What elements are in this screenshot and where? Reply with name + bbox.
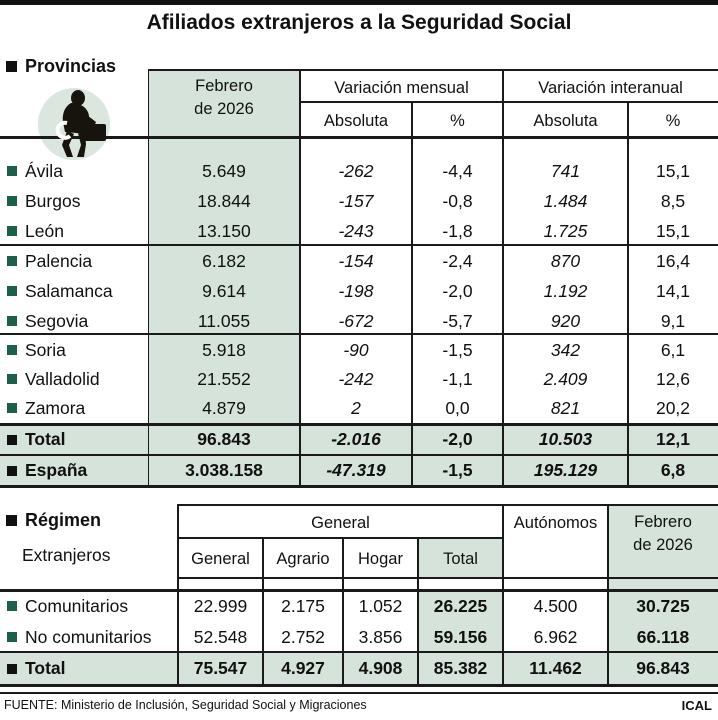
footer-rule [0,692,718,694]
agency-credit: ICAL [681,698,712,713]
green-square-bullet-icon [7,403,17,413]
table-row-burgos [0,186,718,216]
table-row-salamanca [0,276,718,306]
interanual-pct-value: 16,4 [655,250,691,271]
black-square-bullet-icon [7,435,17,445]
province-name: Ávila [25,160,63,181]
header-variacion-mensual: Variación mensual [334,79,469,97]
mensual-absoluta-value: -243 [338,220,374,241]
header-febrero2-line1: Febrero [634,513,692,531]
total-value: 85.382 [433,658,488,678]
header-general-group: General [311,514,370,532]
province-name: Soria [25,339,66,360]
febrero-value: 18.844 [197,190,251,211]
interanual-absoluta-value: 920 [550,310,581,331]
top-rule [0,0,718,5]
province-name: Zamora [25,397,86,418]
mensual-absoluta-value: -90 [343,339,369,360]
mensual-absoluta-value: 2 [351,397,361,418]
febrero-value: 4.879 [202,397,246,418]
mensual-pct-value: -5,7 [442,310,473,331]
general-value: 75.547 [193,658,248,678]
province-name: Salamanca [25,280,113,301]
header-febrero-2026 [148,75,300,121]
autonomos-value: 11.462 [529,658,582,678]
interanual-absoluta-value: 821 [550,397,581,418]
interanual-absoluta-value: 1.484 [543,190,588,211]
extranjeros-label: Extranjeros [22,545,111,565]
source-text: FUENTE: Ministerio de Inclusión, Seguridad Social y Migraciones [4,698,367,712]
t1-top-rule [148,69,718,71]
febrero-value: 3.038.158 [185,460,263,480]
mensual-absoluta-value: -198 [338,280,374,301]
table-row-leon [0,216,718,246]
green-square-bullet-icon [7,345,17,355]
table-row-total [0,425,718,454]
espana-label: España [25,460,88,480]
green-square-bullet-icon [7,166,17,176]
table-row-palencia [0,246,718,276]
table-row-segovia [0,306,718,336]
autonomos-value: 4.500 [533,595,578,616]
green-square-bullet-icon [7,374,17,384]
province-name: Palencia [25,250,93,271]
table-row-avila [0,156,718,186]
mensual-absoluta-value: -154 [338,250,374,271]
interanual-pct-value: 9,1 [660,310,686,331]
febrero-value: 5.918 [202,339,246,360]
total-value: 59.156 [433,626,488,647]
interanual-absoluta-value: 2.409 [543,368,588,389]
table-row-soria [0,335,718,365]
table-row-valladolid [0,364,718,394]
mensual-pct-value: -2,0 [442,280,473,301]
table-row-comunitarios [0,590,718,622]
mensual-pct-value: -0,8 [442,190,473,211]
table-row-regimen-total [0,653,718,684]
black-square-bullet-icon [7,664,17,674]
regimen-name: Comunitarios [25,595,129,616]
febrero-value: 96.843 [197,429,251,449]
header-variacion-interanual: Variación interanual [538,79,683,97]
mensual-absoluta-value: -672 [338,310,374,331]
header-total: Total [443,550,478,568]
total-value: 26.225 [433,595,488,616]
interanual-pct-value: 12,1 [655,429,691,449]
black-square-bullet-icon [7,466,17,476]
header-absoluta-mensual: Absoluta [323,112,389,130]
black-square-bullet-icon [6,515,17,526]
interanual-pct-value: 15,1 [655,220,691,241]
t1-bottom-rule [0,485,718,488]
interanual-pct-value: 8,5 [660,190,686,211]
header-pct-interanual: % [665,112,681,130]
mensual-absoluta-value: -47.319 [326,460,386,480]
page-title: Afiliados extranjeros a la Seguridad Social [146,11,572,34]
green-square-bullet-icon [7,256,17,266]
mensual-pct-value: -1,1 [442,368,473,389]
regimen-section-text: Régimen [25,510,102,530]
interanual-pct-value: 6,1 [660,339,686,360]
green-square-bullet-icon [7,286,17,296]
mensual-absoluta-value: -2.016 [331,429,381,449]
febrero-value: 11.055 [197,310,251,331]
febrero-value: 5.649 [202,160,246,181]
interanual-pct-value: 12,6 [655,368,691,389]
general-value: 52.548 [193,626,248,647]
regimen-section-label [6,510,101,531]
province-name: León [25,220,64,241]
febrero-value: 9.614 [202,280,246,301]
interanual-pct-value: 14,1 [655,280,691,301]
autonomos-value: 6.962 [533,626,578,647]
mensual-pct-value: -1,5 [442,460,473,480]
mensual-pct-value: -2,0 [442,429,473,449]
interanual-absoluta-value: 1.192 [543,280,588,301]
province-name: Segovia [25,310,89,331]
black-square-bullet-icon [6,61,17,72]
table-row-no-comunitarios [0,622,718,652]
green-square-bullet-icon [7,316,17,326]
green-square-bullet-icon [7,196,17,206]
mensual-pct-value: -1,8 [442,220,473,241]
interanual-absoluta-value: 741 [550,160,581,181]
header-hogar: Hogar [358,550,403,568]
green-square-bullet-icon [7,226,17,236]
hogar-value: 4.908 [358,658,403,678]
febrero-value: 13.150 [197,220,251,241]
interanual-pct-value: 20,2 [655,397,691,418]
t2-general-group-rule [178,537,503,539]
interanual-absoluta-value: 195.129 [533,460,598,480]
provincias-section-label [6,56,116,77]
interanual-pct-value: 15,1 [655,160,691,181]
mensual-pct-value: 0,0 [445,397,470,418]
provincias-section-text: Provincias [25,56,117,76]
mensual-absoluta-value: -157 [338,190,374,211]
agrario-value: 2.175 [281,595,325,616]
mensual-pct-value: -2,4 [442,250,473,271]
interanual-absoluta-value: 342 [550,339,581,360]
t2-bottom-rule [0,684,718,687]
green-square-bullet-icon [7,632,17,642]
header-absoluta-interanual: Absoluta [533,112,598,130]
febrero-value: 66.118 [636,626,690,647]
table-row-espana [0,456,718,485]
green-square-bullet-icon [7,601,17,611]
total-label: Total [25,429,66,449]
header-pct-mensual: % [450,112,465,130]
t2-top-rule [178,504,718,506]
t2-subheader-rule [178,577,718,579]
hogar-value: 1.052 [358,595,403,616]
mensual-absoluta-value: -242 [338,368,374,389]
table-row-zamora [0,393,718,423]
interanual-absoluta-value: 10.503 [538,429,593,449]
header-febrero-line1: Febrero [195,77,253,95]
agrario-value: 2.752 [281,626,325,647]
regimen-name: No comunitarios [25,626,152,647]
febrero-value: 96.843 [636,658,690,678]
province-name: Burgos [25,190,81,211]
province-name: Valladolid [25,368,100,389]
interanual-absoluta-value: 870 [550,250,581,271]
febrero-value: 6.182 [202,250,246,271]
header-agrario: Agrario [276,550,330,568]
agrario-value: 4.927 [281,658,325,678]
worker-with-briefcase-icon [37,87,111,161]
mensual-absoluta-value: -262 [338,160,374,181]
general-value: 22.999 [193,595,248,616]
febrero-value: 30.725 [636,595,690,616]
mensual-pct-value: -4,4 [442,160,473,181]
hogar-value: 3.856 [358,626,403,647]
header-general: General [191,550,250,568]
mensual-pct-value: -1,5 [442,339,473,360]
t1-subheader-rule [300,101,718,103]
header-febrero2-line2: de 2026 [633,536,693,554]
febrero-value: 21.552 [197,368,251,389]
header-febrero-line2: de 2026 [194,100,254,118]
interanual-absoluta-value: 1.725 [543,220,588,241]
interanual-pct-value: 6,8 [660,460,686,480]
total-label: Total [25,658,66,678]
header-autonomos: Autónomos [513,514,598,532]
header-febrero2 [608,511,718,557]
